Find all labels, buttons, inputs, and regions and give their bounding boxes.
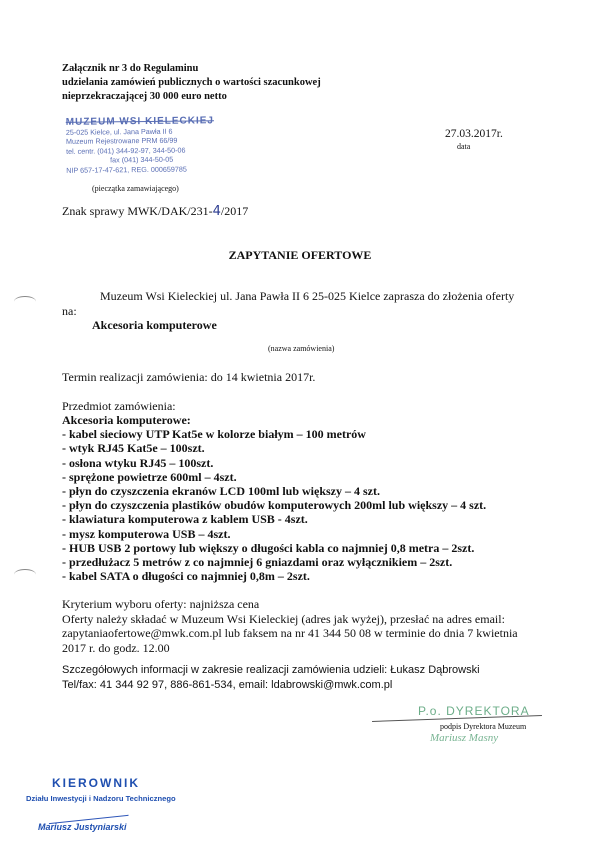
stamp-address: 25-025 Kielce, ul. Jana Pawła II 6 bbox=[65, 126, 173, 137]
attachment-line-3: nieprzekraczającej 30 000 euro netto bbox=[62, 91, 227, 102]
scope-item: - klawiatura komputerowa z kablem USB - 4szt. bbox=[62, 512, 308, 527]
criteria-line-2: Oferty należy składać w Muzeum Wsi Kieleckiej (adres jak wyżej), przesłać na adres email: bbox=[62, 611, 505, 626]
scope-item: - kabel SATA o długości co najmniej 0,8m – 2szt. bbox=[62, 569, 310, 584]
stamp-name: MUZEUM WSI KIELECKIEJ bbox=[65, 115, 215, 128]
manager-stamp-title: KIEROWNIK bbox=[52, 776, 140, 790]
director-stamp: P.o. DYREKTORA bbox=[418, 704, 530, 718]
stamp-nip: NIP 657-17-47-621, REG. 000659785 bbox=[66, 164, 187, 175]
scope-item: - przedłużacz 5 metrów z co najmniej 6 gniazdami oraz wyłącznikiem – 2szt. bbox=[62, 555, 453, 570]
case-number bbox=[62, 204, 248, 219]
scope-item: - osłona wtyku RJ45 – 100szt. bbox=[62, 455, 214, 470]
scope-items bbox=[62, 413, 486, 583]
manager-signature bbox=[47, 801, 128, 824]
scope-item: Akcesoria komputerowe: bbox=[62, 413, 191, 427]
case-number-handwritten: 4 bbox=[212, 204, 221, 219]
stamp-register: Muzeum Rejestrowane PRM 66/99 bbox=[65, 135, 178, 147]
case-number-suffix: /2017 bbox=[220, 204, 249, 218]
director-signature-label: podpis Dyrektora Muzeum bbox=[440, 722, 527, 731]
intro-line-1: Muzeum Wsi Kieleckiej ul. Jana Pawła II 6 25-025 Kielce zaprasza do złożenia oferty bbox=[100, 289, 515, 303]
completion-term: Termin realizacji zamówienia: do 14 kwietnia 2017r. bbox=[62, 370, 316, 384]
orderer-stamp bbox=[66, 116, 227, 175]
document-title: ZAPYTANIE OFERTOWE bbox=[228, 248, 372, 262]
margin-mark bbox=[14, 569, 36, 580]
stamp-phone: tel. centr. (041) 344-92-97, 344-50-06 bbox=[66, 145, 186, 156]
case-number-prefix: Znak sprawy MWK/DAK/231- bbox=[62, 204, 213, 218]
contact-line-2: Tel/fax: 41 344 92 97, 886-861-534, email: ldabrowski@mwk.com.pl bbox=[62, 679, 393, 691]
criteria-line-1: Kryterium wyboru oferty: najniższa cena bbox=[62, 597, 260, 611]
scope-item: - kabel sieciowy UTP Kat5e w kolorze białym – 100 metrów bbox=[62, 427, 366, 442]
scope-item: - płyn do czyszczenia plastików obudów komputerowych 200ml lub większy – 4 szt. bbox=[62, 498, 487, 513]
attachment-header bbox=[62, 62, 321, 104]
attachment-line-2: udzielania zamówień publicznych o wartości szacunkowej bbox=[62, 77, 321, 88]
contact-line-1: Szczegółowych informacji w zakresie realizacji zamówienia udzieli: Łukasz Dąbrowski bbox=[62, 664, 480, 676]
director-name: Mariusz Masny bbox=[430, 732, 499, 744]
scope-item: - płyn do czyszczenia ekranów LCD 100ml lub większy – 4 szt. bbox=[62, 484, 380, 499]
order-subject: Akcesoria komputerowe bbox=[92, 318, 217, 332]
intro-line-2: na: bbox=[62, 304, 77, 318]
stamp-caption: (pieczątka zamawiającego) bbox=[92, 184, 179, 193]
attachment-line-1: Załącznik nr 3 do Regulaminu bbox=[62, 63, 199, 74]
contact-info bbox=[62, 663, 582, 693]
stamp-fax: fax (041) 344-50-05 bbox=[110, 155, 174, 165]
offer-criteria bbox=[62, 597, 582, 655]
scope-item: - HUB USB 2 portowy lub większy o długości kabla co najmniej 0,8 metra – 2szt. bbox=[62, 540, 475, 555]
scope-item: - sprężone powietrze 600ml – 4szt. bbox=[62, 469, 237, 484]
criteria-line-3: zapytaniaofertowe@mwk.com.pl lub faksem na nr 41 344 50 08 w terminie do dnia 7 kwietnia bbox=[62, 626, 518, 641]
scope-item: - wtyk RJ45 Kat5e – 100szt. bbox=[62, 441, 205, 456]
date-label: data bbox=[457, 142, 471, 151]
order-subject-label: (nazwa zamówienia) bbox=[268, 344, 335, 353]
criteria-line-4: 2017 r. do godz. 12.00 bbox=[62, 640, 170, 655]
manager-name: Mariusz Justyniarski bbox=[38, 822, 127, 832]
scope-item: - mysz komputerowa USB – 4szt. bbox=[62, 526, 231, 541]
scope-heading: Przedmiot zamówienia: bbox=[62, 399, 176, 413]
document-date: 27.03.2017r. bbox=[445, 128, 503, 140]
manager-stamp-department: Działu Inwestycji i Nadzoru Technicznego bbox=[26, 794, 176, 803]
margin-mark bbox=[14, 296, 36, 307]
